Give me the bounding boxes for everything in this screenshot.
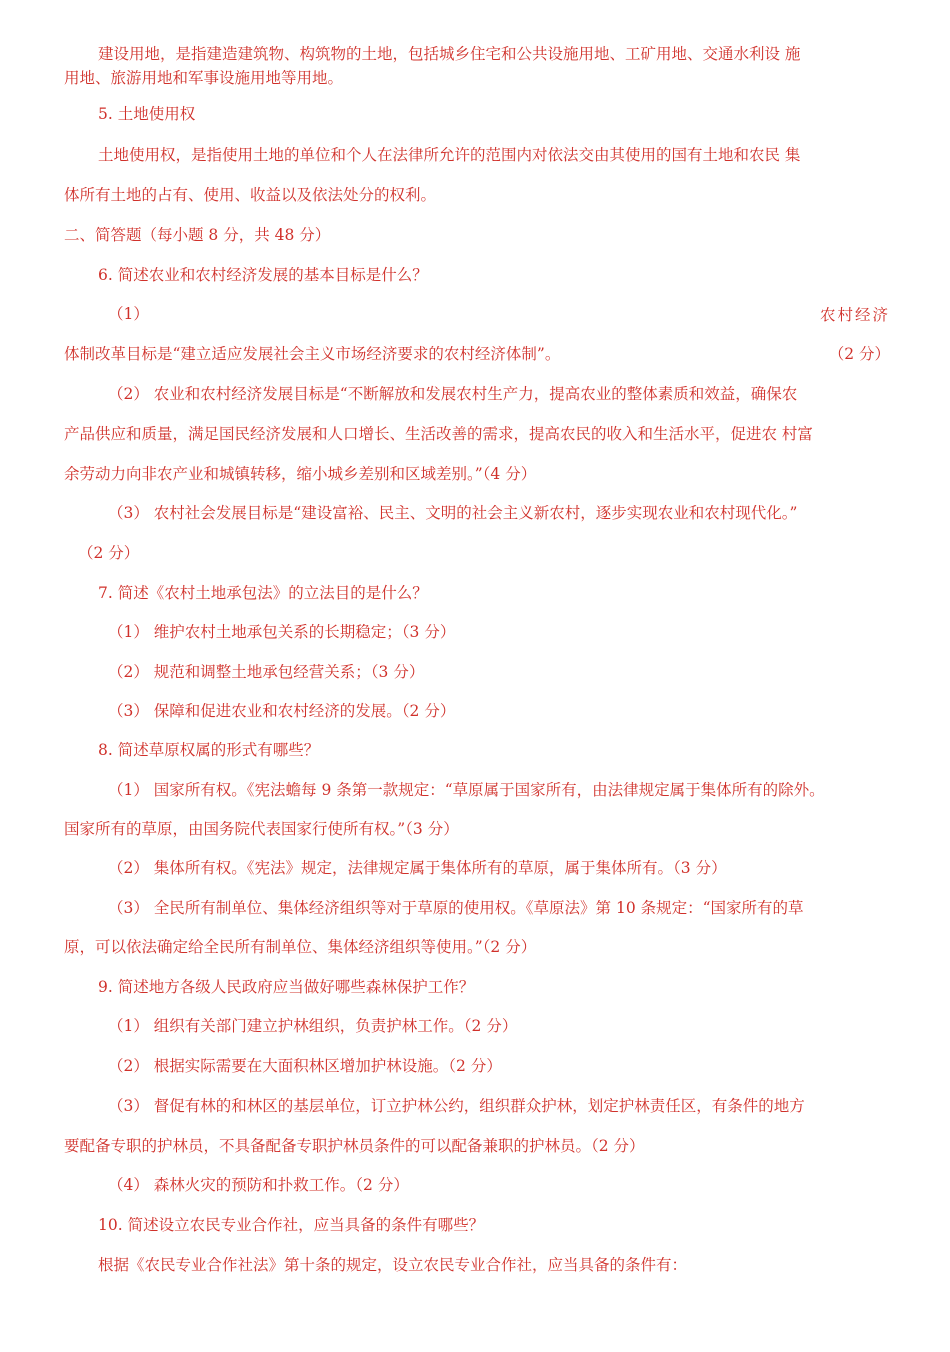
text-line: （3） 督促有林的和林区的基层单位，订立护林公约，组织群众护林，划定护林责任区，有条件的地方: [108, 1097, 805, 1115]
text-line: （2） 农业和农村经济发展目标是“不断解放和发展农村生产力，提高农业的整体素质和效益，确保农: [108, 385, 798, 403]
text-line: 产品供应和质量，满足国民经济发展和人口增长、生活改善的需求，提高农民的收入和生活水平，促进农 村富: [64, 425, 813, 443]
text-line: （2） 根据实际需要在大面积林区增加护林设施。（2 分）: [108, 1057, 502, 1075]
question-heading: 6. 简述农业和农村经济发展的基本目标是什么？: [98, 266, 428, 284]
text-line: （1） 国家所有权。《宪法蟾每 9 条第一款规定：“草原属于国家所有，由法律规定属于集体所有的除外。: [108, 781, 825, 799]
question-heading: 7. 简述《农村土地承包法》的立法目的是什么？: [98, 584, 428, 602]
section-heading: 二、简答题（每小题 8 分，共 48 分）: [64, 226, 331, 244]
text-line: 体制改革目标是“建立适应发展社会主义市场经济要求的农村经济体制”。: [64, 345, 561, 363]
score-label: （2 分）: [78, 544, 140, 562]
text-line: 体所有土地的占有、使用、收益以及依法处分的权利。: [64, 186, 437, 204]
text-line: （1） 维护农村土地承包关系的长期稳定；（3 分）: [108, 623, 456, 641]
text-line: （4） 森林火灾的预防和扑救工作。（2 分）: [108, 1176, 409, 1194]
text-line: 农村经济: [819, 306, 890, 324]
text-line: （3） 农村社会发展目标是“建设富裕、民主、文明的社会主义新农村，逐步实现农业和农村现代化。”: [108, 504, 798, 522]
text-line: （3） 全民所有制单位、集体经济组织等对于草原的使用权。《草原法》第 10 条规定：“国家所有的草: [108, 899, 804, 917]
text-line: 要配备专职的护林员，不具备配备专职护林员条件的可以配备兼职的护林员。（2 分）: [64, 1137, 645, 1155]
text-line: （2） 集体所有权。《宪法》规定，法律规定属于集体所有的草原，属于集体所有。（3 分）: [108, 859, 727, 877]
section-heading: 5. 土地使用权: [98, 105, 196, 123]
text-line: 土地使用权，是指使用土地的单位和个人在法律所允许的范围内对依法交由其使用的国有土地和农民 集: [98, 146, 801, 164]
text-line: （2） 规范和调整土地承包经营关系；（3 分）: [108, 663, 425, 681]
question-heading: 9. 简述地方各级人民政府应当做好哪些森林保护工作？: [98, 978, 475, 996]
text-line: 用地、旅游用地和军事设施用地等用地。: [64, 69, 344, 87]
text-line: 原，可以依法确定给全民所有制单位、集体经济组织等使用。”（2 分）: [64, 938, 537, 956]
text-line: 国家所有的草原，由国务院代表国家行使所有权。”（3 分）: [64, 820, 459, 838]
question-heading: 10. 简述设立农民专业合作社，应当具备的条件有哪些？: [98, 1216, 485, 1234]
text-line: （1）: [108, 305, 149, 323]
text-line: 余劳动力向非农产业和城镇转移，缩小城乡差别和区域差别。”（4 分）: [64, 465, 537, 483]
text-line: 根据《农民专业合作社法》第十条的规定，设立农民专业合作社，应当具备的条件有：: [98, 1256, 688, 1274]
text-line: （1） 组织有关部门建立护林组织，负责护林工作。（2 分）: [108, 1017, 518, 1035]
question-heading: 8. 简述草原权属的形式有哪些？: [98, 741, 320, 759]
score-label: （2 分）: [828, 345, 890, 363]
text-line: （3） 保障和促进农业和农村经济的发展。（2 分）: [108, 702, 456, 720]
text-line: 建设用地，是指建造建筑物、构筑物的土地，包括城乡住宅和公共设施用地、工矿用地、交通水利设 施: [98, 45, 801, 63]
